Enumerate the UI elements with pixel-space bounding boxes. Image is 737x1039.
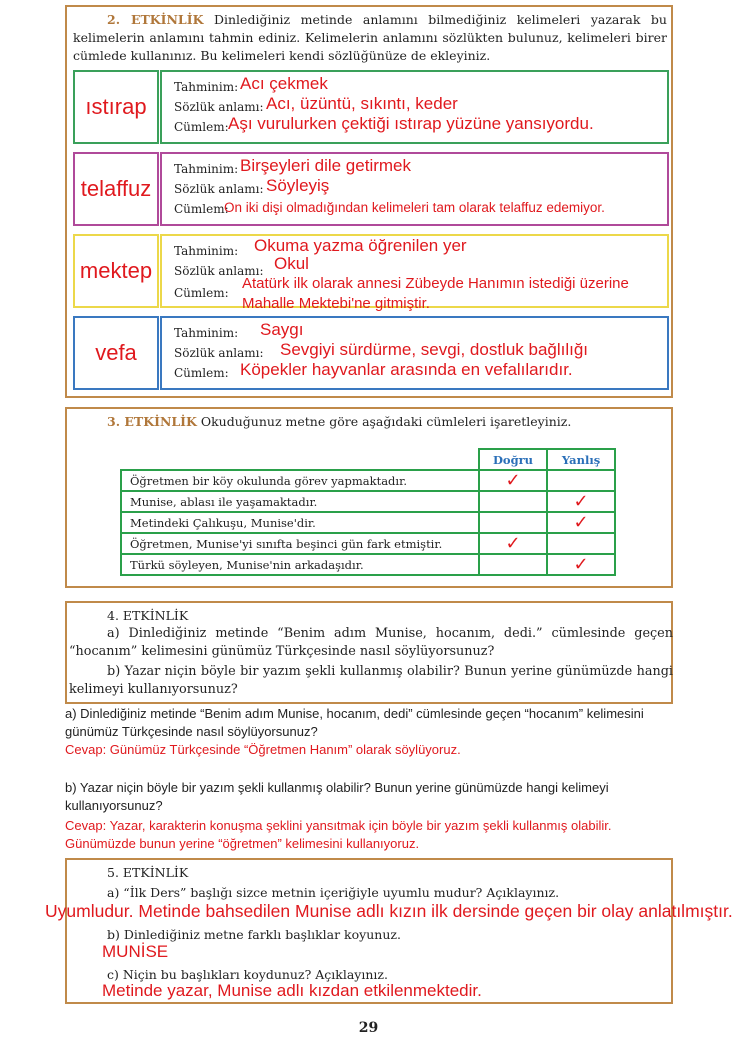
vocab-definition-box (160, 234, 669, 312)
statement: Öğretmen, Munise'yi sınıfta beşinci gün fark etmiştir. (121, 533, 479, 554)
table-row (121, 533, 615, 554)
guess-answer: Acı çekmek (240, 74, 328, 93)
table-row (121, 554, 615, 575)
vocab-word-box (73, 70, 159, 144)
activity-4 (65, 601, 673, 704)
answer-a: Cevap: Günümüz Türkçesinde “Öğretmen Hanım” olarak söylüyoruz. (65, 742, 461, 757)
false-cell[interactable] (547, 554, 615, 575)
true-cell[interactable] (479, 554, 547, 575)
activity-4-heading: 4. ETKİNLİK (107, 608, 189, 623)
check-icon: ✓ (505, 533, 521, 554)
activity-3-instructions: Okuduğunuz metne göre aşağıdaki cümleleri işaretleyiniz. (200, 414, 572, 429)
statement: Türkü söyleyen, Munise'nin arkadaşıdır. (121, 554, 479, 575)
answer-5c: Metinde yazar, Munise adlı kızdan etkilenmektedir. (102, 981, 482, 1000)
sentence-label: Cümlem: (174, 366, 229, 380)
sentence-answer: On iki dişi olmadığından kelimeleri tam olarak telaffuz edemiyor. (224, 200, 605, 215)
sentence-label: Cümlem: (174, 202, 229, 216)
sentence-answer: Atatürk ilk olarak annesi Zübeyde Hanımın istediği üzerine Mahalle Mektebi'ne gitmiştir. (242, 275, 629, 312)
activity-2-instructions: Dinlediğiniz metinde anlamını bilmediğiniz kelimeleri yazarak bu kelimelerin anlamını tahmin ediniz. Kelimelerin anlamını sözlükten bulunuz, kelimeleri birer cümlede kullanınız. Bu kelimeleri kendi sözlüğünüze de ekleyiniz. (73, 12, 667, 63)
vocab-word: vefa (95, 340, 137, 365)
sentence-label: Cümlem: (174, 286, 229, 300)
vocab-word: ıstırap (85, 94, 147, 119)
statement: Öğretmen bir köy okulunda görev yapmaktadır. (121, 470, 479, 491)
guess-label: Tahminim: (174, 162, 239, 176)
question-b-repeat: b) Yazar niçin böyle bir yazım şekli kullanmış olabilir? Bunun yerine günümüzde hangi kelimeyi kullanıyorsunuz? (65, 780, 609, 813)
page-number: 29 (358, 1020, 379, 1036)
check-icon: ✓ (573, 512, 589, 533)
vocab-word-box (73, 234, 159, 308)
vocab-word-box (73, 316, 159, 390)
answer-5b: MUNİSE (102, 942, 169, 961)
activity-4-question-a: a) Dinlediğiniz metinde “Benim adım Munise, hocanım, dedi.” cümlesinde geçen “hocanım” kelimesini günümüz Türkçesinde nasıl söylüyorsunuz? (69, 626, 673, 659)
true-cell[interactable] (479, 533, 547, 554)
vocab-word-box (73, 152, 159, 226)
dict-answer: Söyleyiş (266, 176, 330, 195)
question-a-repeat: a) Dinlediğiniz metinde “Benim adım Munise, hocanım, dedi” cümlesinde geçen “hocanım” kelimesini günümüz Türkçesinde nasıl söylüyorsunuz? (65, 706, 644, 739)
true-cell[interactable] (479, 491, 547, 512)
true-cell[interactable] (479, 470, 547, 491)
activity-3-heading: 3. ETKİNLİK (107, 414, 197, 429)
vocab-word: telaffuz (80, 176, 152, 201)
statement: Munise, ablası ile yaşamaktadır. (121, 491, 479, 512)
false-cell[interactable] (547, 512, 615, 533)
vocab-definition-box (160, 316, 669, 390)
activity-5-question-b: b) Dinlediğiniz metne farklı başlıklar koyunuz. (107, 927, 401, 942)
dict-answer: Acı, üzüntü, sıkıntı, keder (266, 94, 458, 113)
col-true-header: Doğru (479, 449, 547, 470)
sentence-label: Cümlem: (174, 120, 229, 134)
check-icon: ✓ (505, 470, 521, 491)
dict-answer: Okul (274, 254, 309, 273)
activity-5-question-a: a) “İlk Ders” başlığı sizce metnin içeriğiyle uyumlu mudur? Açıklayınız. (107, 885, 560, 900)
true-false-table (120, 448, 616, 576)
guess-answer: Birşeyleri dile getirmek (240, 156, 411, 175)
false-cell[interactable] (547, 470, 615, 491)
false-cell[interactable] (547, 533, 615, 554)
activity-5-question-c: c) Niçin bu başlıkları koydunuz? Açıklayınız. (107, 967, 388, 982)
check-icon: ✓ (573, 554, 589, 575)
table-row (121, 512, 615, 533)
guess-answer: Saygı (260, 320, 304, 339)
check-icon: ✓ (573, 491, 589, 512)
table-row (121, 470, 615, 491)
sentence-answer: Aşı vurulurken çektiği ıstırap yüzüne yansıyordu. (228, 114, 594, 133)
activity-4-question-b: b) Yazar niçin böyle bir yazım şekli kullanmış olabilir? Bunun yerine günümüzde hangi kelimeyi kullanıyorsunuz? (69, 664, 673, 697)
dict-label: Sözlük anlamı: (174, 346, 264, 360)
dict-label: Sözlük anlamı: (174, 100, 264, 114)
activity-2-heading: 2. ETKİNLİK (107, 12, 204, 27)
guess-label: Tahminim: (174, 80, 239, 94)
dict-label: Sözlük anlamı: (174, 264, 264, 278)
guess-label: Tahminim: (174, 244, 239, 258)
true-cell[interactable] (479, 512, 547, 533)
guess-answer: Okuma yazma öğrenilen yer (254, 236, 467, 255)
col-false-header: Yanlış (547, 449, 615, 470)
table-row (121, 491, 615, 512)
answer-5a: Uyumludur. Metinde bahsedilen Munise adlı kızın ilk dersinde geçen bir olay anlatılmıştır. (45, 901, 733, 921)
vocab-word: mektep (79, 258, 153, 283)
activity-5-heading: 5. ETKİNLİK (107, 865, 189, 880)
false-cell[interactable] (547, 491, 615, 512)
vocab-definition-box (160, 70, 669, 144)
answer-b: Cevap: Yazar, karakterin konuşma şeklini yansıtmak için böyle bir yazım şekli kullanmış olabilir. Günümüzde bunun yerine “öğretmen” kelimesini kullanıyoruz. (65, 818, 612, 851)
guess-label: Tahminim: (174, 326, 239, 340)
sentence-answer: Köpekler hayvanlar arasında en vefalılarıdır. (240, 360, 573, 379)
statement: Metindeki Çalıkuşu, Munise'dir. (121, 512, 479, 533)
vocab-definition-box (160, 152, 669, 226)
dict-label: Sözlük anlamı: (174, 182, 264, 196)
dict-answer: Sevgiyi sürdürme, sevgi, dostluk bağlılığı (280, 340, 589, 359)
